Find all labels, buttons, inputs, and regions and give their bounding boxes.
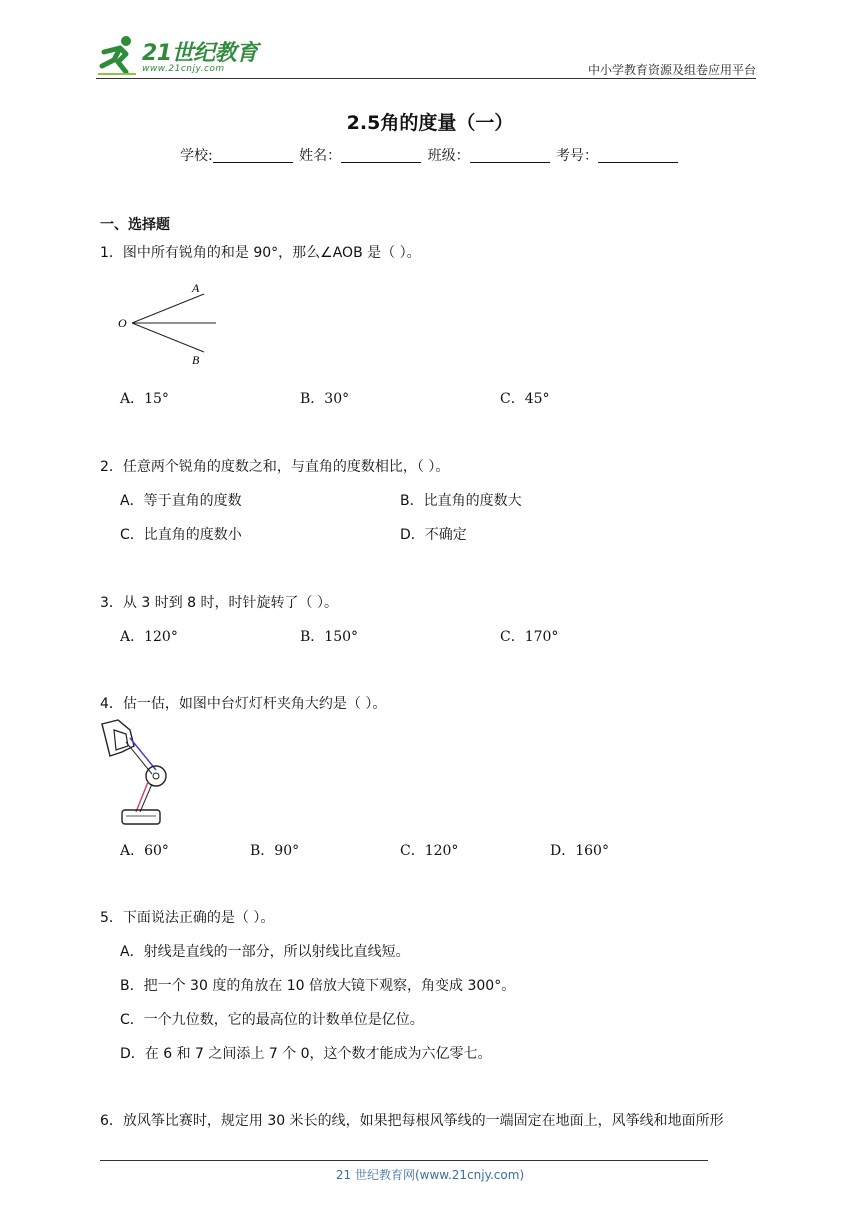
question-5-option-b[interactable]: B．把一个 30 度的角放在 10 倍放大镜下观察，角变成 300°。 [120, 978, 516, 994]
point-o-label: O [118, 316, 127, 330]
question-5-stem: 5．下面说法正确的是（ ）。 [100, 910, 275, 926]
question-4-stem: 4．估一估，如图中台灯灯杆夹角大约是（ ）。 [100, 696, 387, 712]
page-title: 2.5角的度量（一） [346, 112, 514, 134]
question-3-option-a[interactable]: A．120° [120, 629, 178, 645]
question-3-option-c[interactable]: C．170° [500, 629, 559, 645]
question-1-option-b[interactable]: B．30° [300, 391, 350, 407]
student-info-row [0, 145, 860, 165]
question-2-option-d[interactable]: D．不确定 [400, 527, 467, 543]
field-label-name: 姓名： [299, 148, 342, 164]
section-title: 一、选择题 [100, 217, 170, 233]
field-label-school: 学校: [179, 148, 213, 164]
header-divider [96, 78, 756, 79]
runner-logo-icon [96, 34, 140, 76]
header-slogan: 中小学教育资源及组卷应用平台 [587, 63, 756, 77]
question-3-option-b[interactable]: B．150° [300, 629, 359, 645]
class-blank [470, 148, 550, 163]
question-2-option-c[interactable]: C．比直角的度数小 [120, 527, 242, 543]
question-1-option-a[interactable]: A．15° [120, 391, 169, 407]
question-5-option-a[interactable]: A．射线是直线的一部分，所以射线比直线短。 [120, 944, 410, 960]
school-blank [213, 148, 293, 163]
question-5-option-d[interactable]: D．在 6 和 7 之间添上 7 个 0，这个数才能成为六亿零七。 [120, 1046, 492, 1062]
exam-no-blank [598, 148, 678, 163]
question-6-stem: 6．放风筝比赛时，规定用 30 米长的线，如果把每根风筝线的一端固定在地面上，风筝线和地面所形 [100, 1113, 724, 1129]
question-3-stem: 3．从 3 时到 8 时，时针旋转了（ ）。 [100, 595, 338, 611]
logo-text: 21世纪教育 [142, 41, 258, 66]
field-label-exam-no: 考号： [556, 148, 599, 164]
question-4-option-d[interactable]: D．160° [550, 843, 609, 859]
question-4-option-c[interactable]: C．120° [400, 843, 459, 859]
field-label-class: 班级： [427, 148, 470, 164]
desk-lamp-icon [96, 716, 176, 828]
question-2-option-a[interactable]: A．等于直角的度数 [120, 493, 242, 509]
question-1-option-c[interactable]: C．45° [500, 391, 550, 407]
question-4-option-b[interactable]: B．90° [250, 843, 300, 859]
footer-divider [100, 1160, 708, 1161]
question-2-stem: 2．任意两个锐角的度数之和，与直角的度数相比，（ ）。 [100, 459, 450, 475]
logo-url: www.21cnjy.com [142, 64, 225, 74]
question-2-option-b[interactable]: B．比直角的度数大 [400, 493, 522, 509]
question-1-stem: 1．图中所有锐角的和是 90°，那么∠AOB 是（ ）。 [100, 245, 421, 261]
name-blank [341, 148, 421, 163]
question-5-option-c[interactable]: C．一个九位数，它的最高位的计数单位是亿位。 [120, 1012, 424, 1028]
point-b-label: B [192, 353, 200, 367]
footer-link[interactable]: 21 世纪教育网(www.21cnjy.com) [335, 1168, 525, 1182]
angle-aob-figure [112, 280, 222, 370]
point-a-label: A [192, 281, 200, 295]
site-logo [96, 34, 266, 80]
question-4-option-a[interactable]: A．60° [120, 843, 169, 859]
